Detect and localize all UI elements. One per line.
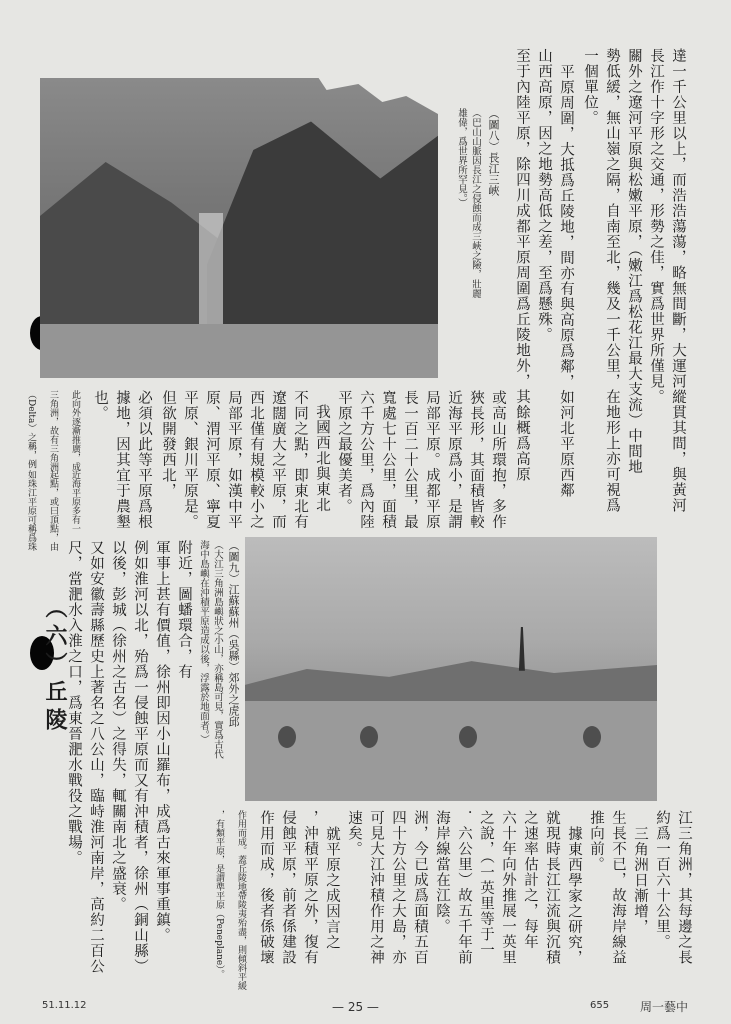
text-column: 作用而成，後者係破壞 bbox=[258, 810, 274, 965]
text-column: 狹長形，其面積皆較 bbox=[468, 390, 484, 530]
text-column: 江三角洲，其每邊之長 bbox=[676, 810, 692, 965]
text-column: 侵蝕平原，前者係建設 bbox=[280, 810, 296, 965]
text-column: 平原、銀川平原是。 bbox=[182, 390, 198, 530]
text-column: 至于內陸平原，除四川成都平原周圍爲丘陵地外，其餘概爲高原 bbox=[514, 48, 530, 482]
text-column: 例如淮河以北，殆爲一侵蝕平原而又有沖積者，徐州（銅山縣） bbox=[132, 540, 148, 974]
text-column: 近海平原爲小，是謂 bbox=[446, 390, 462, 530]
text-column: 之速率估計之，每年 bbox=[522, 810, 538, 950]
section-heading-hills: （六）丘陵 bbox=[42, 596, 68, 736]
footer-date: 51.11.12 bbox=[42, 1000, 87, 1011]
text-column: 六十年向外推展一英里 bbox=[500, 810, 516, 965]
text-column: 以後，彭城（徐州之古名）之得失，輒關南北之盛衰。 bbox=[110, 540, 126, 912]
text-column: 生長不已，故海岸線益 bbox=[610, 810, 626, 965]
text-column: 六千方公里，爲內陸 bbox=[358, 390, 374, 530]
photo-tiger-hill bbox=[245, 537, 657, 801]
text-column: 據地，因其宜于農墾 bbox=[114, 390, 130, 530]
text-column: 西北僅有規模較小之 bbox=[248, 390, 264, 530]
text-column: 就平原之成因言之 bbox=[324, 826, 340, 950]
text-column: 但欲開發西北， bbox=[160, 390, 176, 499]
text-column: 關外之遼河平原與松嫩平原，（嫩江爲松花江最大支流）中間地 bbox=[626, 48, 642, 475]
text-column: 局部平原，如漢中平 bbox=[226, 390, 242, 530]
text-column: 三角洲，故有三角洲 bbox=[48, 390, 58, 471]
text-column: 尺，當淝水入淮之口，爲東晉淝水戰役之戰場。 bbox=[66, 540, 82, 866]
text-column: 原、渭河平原、寧夏 bbox=[204, 390, 220, 530]
text-column: 速矣。 bbox=[346, 810, 362, 857]
text-column: 如珠江平原可稱爲珠 bbox=[26, 470, 36, 551]
text-column: 三角洲日漸增， bbox=[632, 826, 648, 935]
text-column: 海岸線當在江陰。 bbox=[434, 810, 450, 934]
footer-page-right: 655 bbox=[590, 1000, 610, 1011]
text-column: 就現時長江江流與沉積 bbox=[544, 810, 560, 965]
text-column: 約爲一百六十公里。 bbox=[654, 810, 670, 950]
footer-page-number: — 25 — bbox=[332, 1000, 379, 1014]
text-column: 必須以此等平原爲根 bbox=[136, 390, 152, 530]
text-column: 也。 bbox=[92, 390, 108, 421]
text-column: （Delta）之稱，例 bbox=[26, 390, 36, 469]
text-column: ．六公里）故五千年前 bbox=[456, 810, 472, 965]
text-column: 山西高原，因之地勢高低之差，至爲懸殊。 bbox=[536, 48, 552, 343]
text-column: 陵夷殆盡，則傾斜平緩 bbox=[236, 900, 246, 990]
text-column: 軍事上甚有價值，徐州即因小山羅布，成爲古來軍事重鎮。 bbox=[154, 540, 170, 943]
photo-yangtze-gorges bbox=[40, 78, 438, 378]
text-column: 勢低緩，無山嶺之隔，自南至北，幾及一千公里，在地形上亦可視爲 bbox=[604, 48, 620, 513]
text-column: 平原之最優美者。 bbox=[336, 390, 352, 514]
text-column: ，有類平原，是謂準平 bbox=[214, 810, 224, 900]
text-column: 原（Peneplane）。 bbox=[214, 900, 224, 979]
footer-publication: 周一藝中 bbox=[640, 1000, 689, 1014]
text-column: 附近，圖蟠環合，有 bbox=[176, 540, 192, 680]
text-column: 又如安徽壽縣歷史上著名之八公山，臨峙淮河南岸，高約二百公 bbox=[88, 540, 104, 974]
text-column: 推向前。 bbox=[588, 810, 604, 872]
text-column: 局部平原。成都平原 bbox=[424, 390, 440, 530]
text-column: 遼闊廣大之平原，而 bbox=[270, 390, 286, 530]
text-column: 一個單位。 bbox=[582, 48, 598, 126]
text-column: 平原周圍，大抵爲丘陵地，間亦有與高原爲鄰，如河北平原西鄰 bbox=[558, 64, 574, 498]
caption-label: （圖八）長江三峽 bbox=[487, 108, 500, 196]
text-column: 近海平原多有一 bbox=[70, 470, 80, 533]
text-column: 寬處七十公里，面積 bbox=[380, 390, 396, 530]
text-column: 起點，或曰頂點，由 bbox=[48, 470, 58, 551]
text-column: 洲，今已成爲面積五百 bbox=[412, 810, 428, 965]
text-column: 此向外逐漸推廣，成 bbox=[70, 390, 80, 471]
caption-label: （圖九）江蘇蘇州（吳縣）郊外之虎邱 bbox=[227, 540, 240, 727]
text-column: 達一千公里以上，而浩浩蕩蕩，略無間斷，大運河縱貫其間，與黃河 bbox=[670, 48, 686, 513]
text-column: 長江作十字形之交通，形勢之佳，實爲世界所僅見。 bbox=[648, 48, 664, 405]
caption-line: 雄偉，爲世界所罕見。） bbox=[456, 108, 467, 208]
text-column: ，沖積平原之外，復有 bbox=[302, 810, 318, 965]
text-column: 作用而成。蓋丘陵地帶 bbox=[236, 810, 246, 900]
caption-line: （大江三角洲島嶼狀之小山，亦稱島可見，實爲古代 bbox=[212, 540, 223, 759]
text-column: 之說，（一英里等于一 bbox=[478, 810, 494, 958]
text-column: 據東西學家之研究， bbox=[566, 826, 582, 966]
text-column: 不同之點，即東北有 bbox=[292, 390, 308, 530]
text-column: 或高山所環抱，多作 bbox=[490, 390, 506, 530]
text-column: 我國西北與東北 bbox=[314, 404, 330, 513]
caption-line: （巴山山脈因長江之侵蝕而成三峽之險，壯麗 bbox=[470, 108, 481, 298]
text-column: 長一百二十公里，最 bbox=[402, 390, 418, 530]
text-column: 可見大江沖積作用之神 bbox=[368, 810, 384, 965]
caption-line: 海中島嶼在沖積平原造成以後，浮露於地面者。） bbox=[198, 540, 209, 745]
text-column: 四十方公里之大島，亦 bbox=[390, 810, 406, 965]
